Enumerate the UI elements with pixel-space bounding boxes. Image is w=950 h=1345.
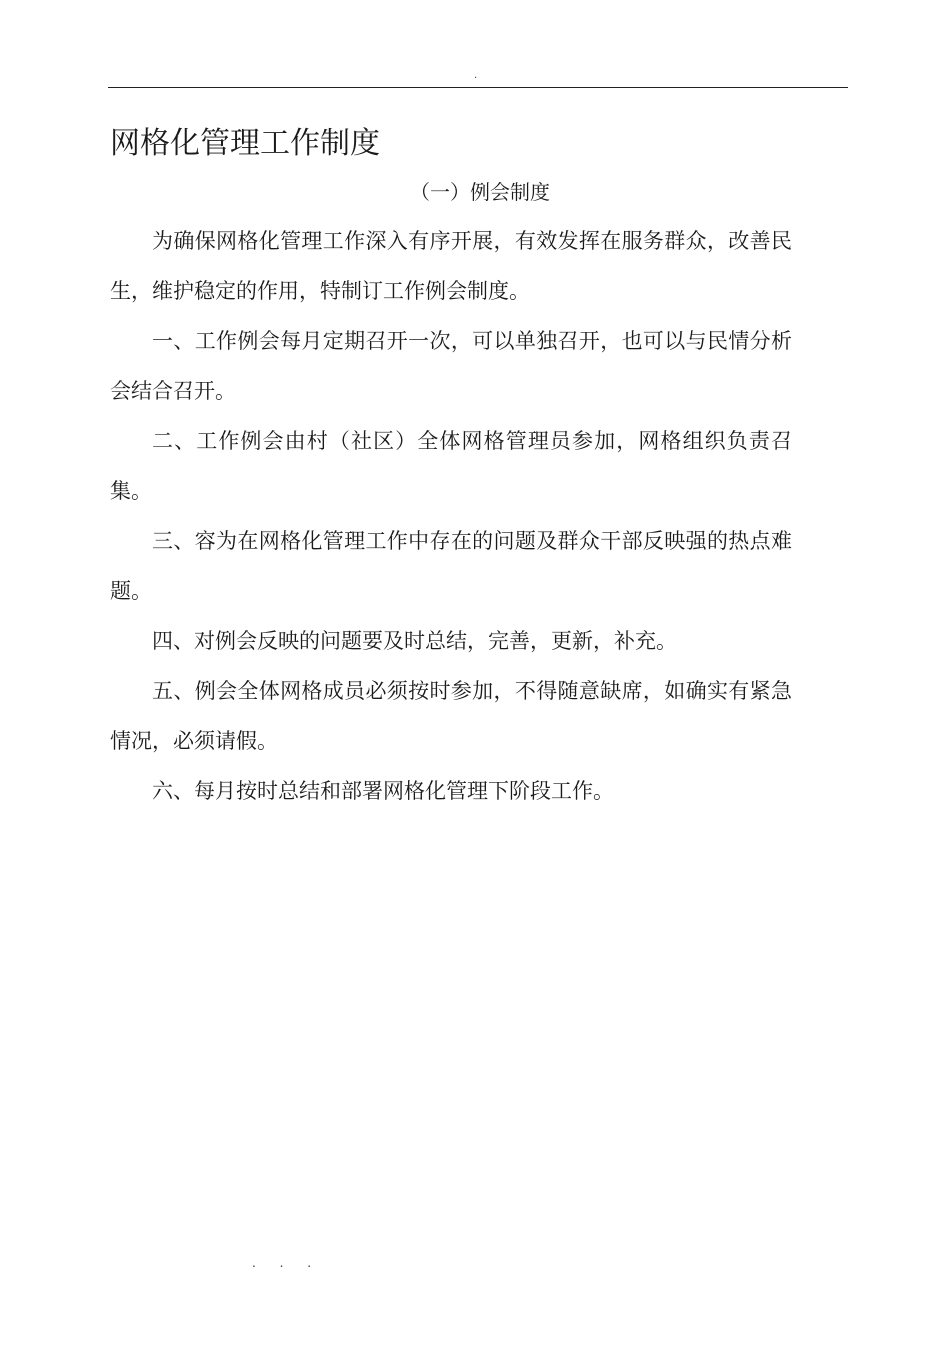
- document-title: 网格化管理工作制度: [110, 126, 380, 161]
- document-body: [110, 216, 792, 816]
- rule-item-2: 二、工作例会由村（社区）全体网格管理员参加，网格组织负责召集。: [110, 429, 792, 503]
- header-rule: [108, 87, 848, 88]
- section-heading: （一）例会制度: [410, 180, 550, 204]
- rule-item-4: 四、对例会反映的问题要及时总结，完善，更新，补充。: [152, 629, 677, 653]
- header-mark: .: [474, 70, 478, 81]
- intro-paragraph: 为确保网格化管理工作深入有序开展，有效发挥在服务群众，改善民生，维护稳定的作用，特制订工作例会制度。: [110, 229, 792, 303]
- rule-item-1: 一、工作例会每月定期召开一次，可以单独召开，也可以与民情分析会结合召开。: [110, 329, 792, 403]
- rule-item-3: 三、容为在网格化管理工作中存在的问题及群众干部反映强的热点难题。: [110, 529, 792, 603]
- footer-mark: . . .: [252, 1256, 322, 1270]
- rule-item-5: 五、例会全体网格成员必须按时参加，不得随意缺席，如确实有紧急情况，必须请假。: [110, 679, 792, 753]
- rule-item-6: 六、每月按时总结和部署网格化管理下阶段工作。: [152, 779, 614, 803]
